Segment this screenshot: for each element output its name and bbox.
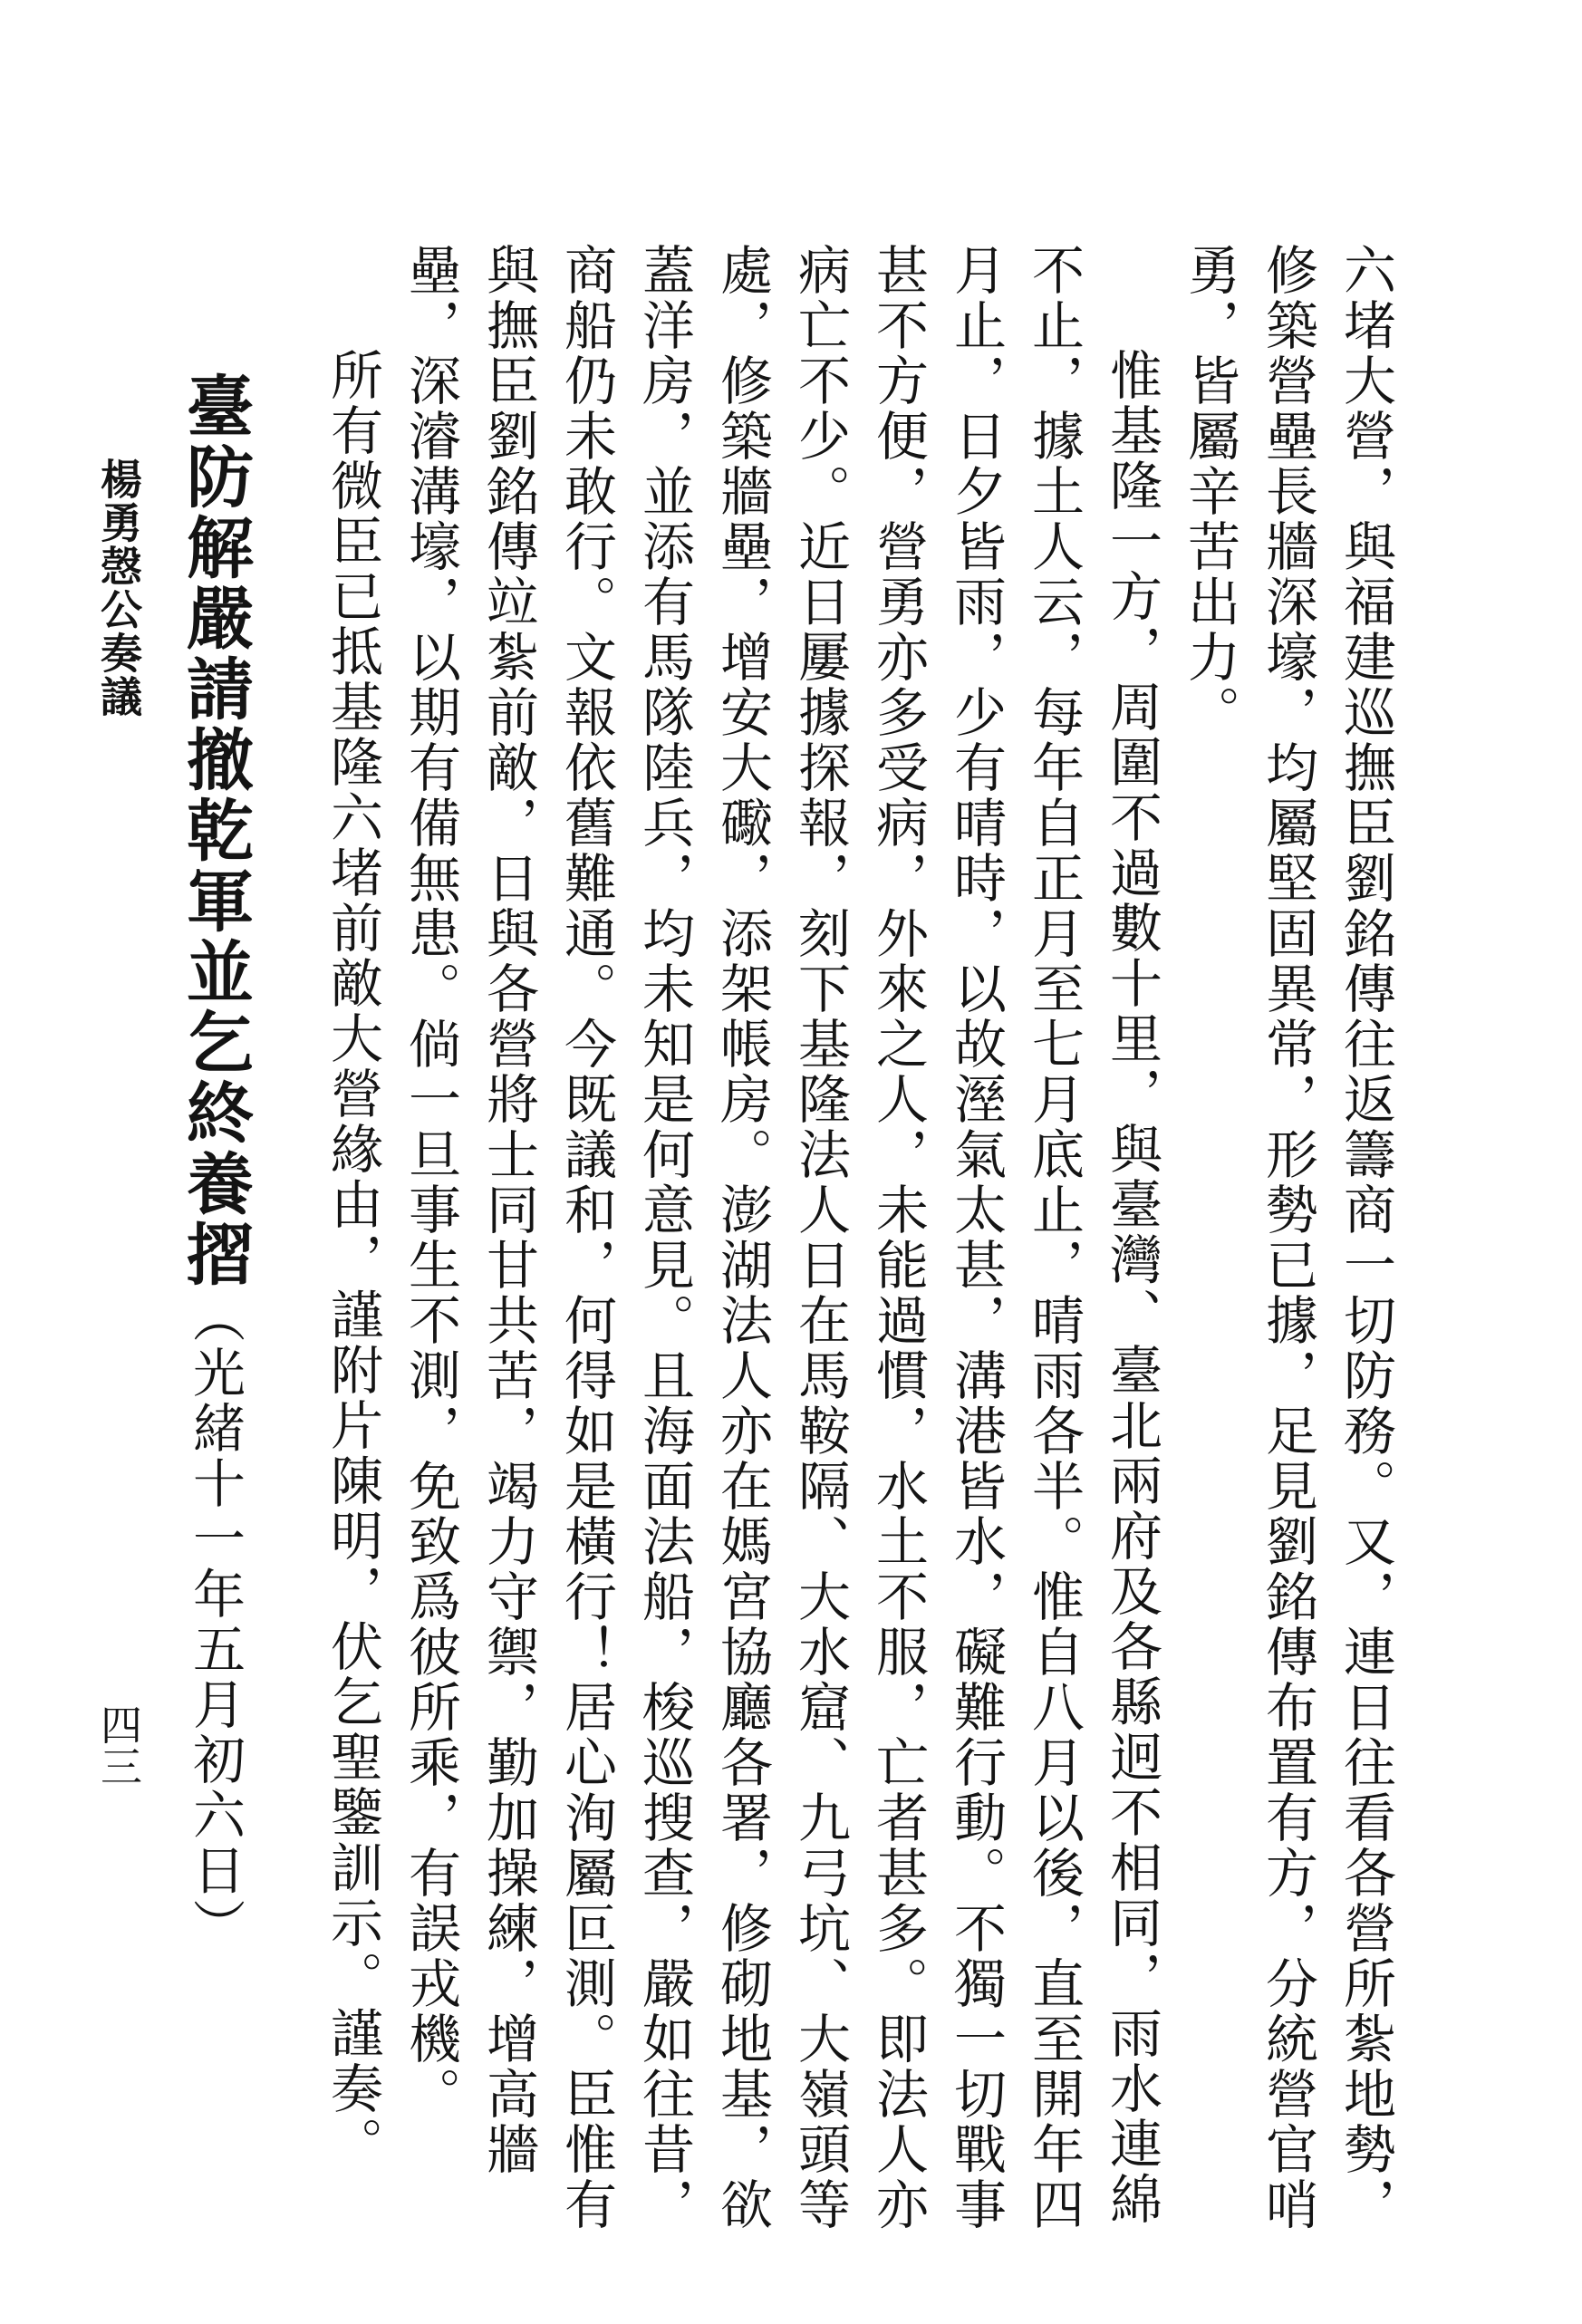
memorial-body-text — [322, 243, 1404, 2236]
paragraph-1: 六堵大營，與福建巡撫臣劉銘傳往返籌商一切防務。又，連日往看各營所紮地勢，修築營壘長牆深壕，均屬堅固異常，形勢已據，足見劉銘傳布置有方，分統營官哨勇，皆屬辛苦出力。 — [1179, 243, 1396, 2232]
document-date: （光緒十一年五月初六日） — [184, 1290, 246, 1953]
running-header-book-title: 楊勇愨公奏議 — [94, 458, 143, 718]
paragraph-3: 所有微臣已抵基隆六堵前敵大營緣由，謹附片陳明，伏乞聖鑒訓示。謹奏。 — [322, 348, 383, 2172]
paragraph-2: 惟基隆一方，周圍不過數十里，與臺灣、臺北兩府及各縣迥不相同，雨水連綿不止，據土人云，每年自正月至七月底止，晴雨各半。惟自八月以後，直至開年四月止，日夕皆雨，少有晴時，以故溼氣太甚，溝港皆水，礙難行動。不獨一切戰事甚不方便，營勇亦多受病，外來之人，未能過慣，水土不服，亡者甚多。即法人亦病亡不少。近日屢據探報，刻下基隆法人日在馬鞍隔、大水窟、九弓坑、大嶺頭等處，修築牆壘，增安大礮，添架帳房。澎湖法人亦在媽宮協廳各署，修砌地基，欲蓋洋房，並添有馬隊陸兵，均未知是何意見。且海面法船，梭巡搜查，嚴如往昔，商船仍未敢行。文報依舊難通。今既議和，何得如是橫行！居心洵屬叵測。臣惟有與撫臣劉銘傳竝紮前敵，日與各營將士同甘共苦，竭力守禦，勤加操練，增高牆壘，深濬溝壕，以期有備無患。倘一旦事生不測，免致爲彼所乘，有誤戎機。 — [400, 243, 1162, 2232]
page-number: 四三 — [94, 1703, 143, 1787]
document-title-block — [176, 371, 254, 2093]
document-title: 臺防解嚴請撤乾軍並乞終養摺 — [176, 371, 254, 1290]
